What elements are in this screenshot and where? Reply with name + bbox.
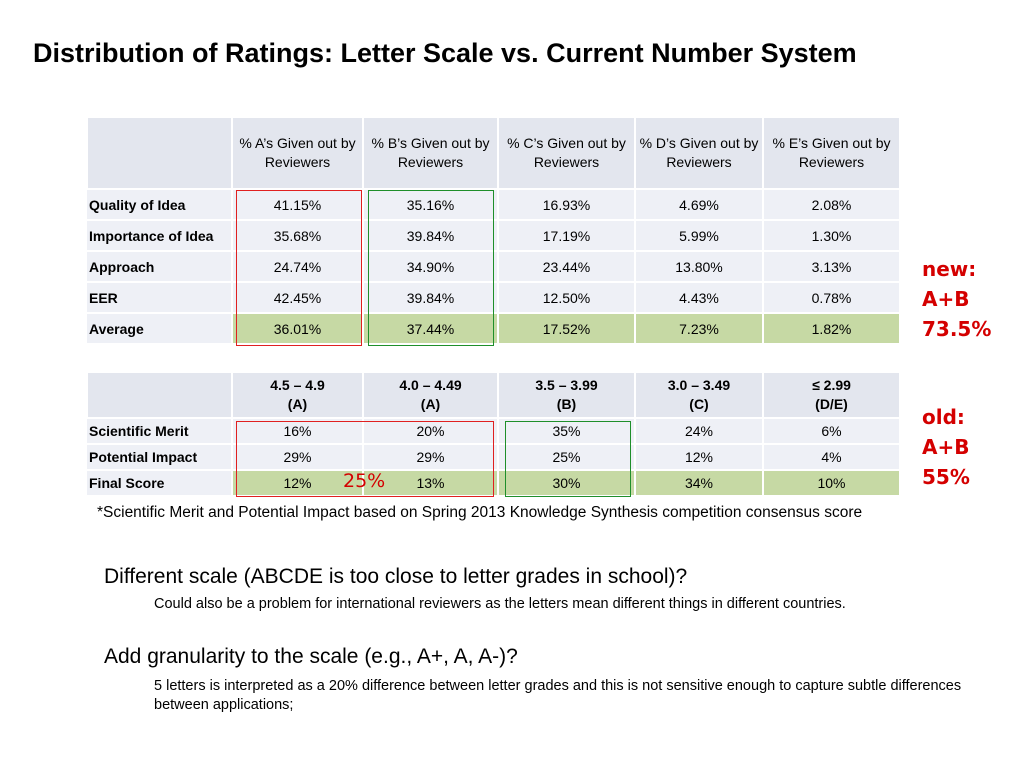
bullet-subpoint: 5 letters is interpreted as a 20% difference between letter grades and this is not sensitive enough to capture subtle differences between applications; <box>154 678 962 713</box>
table-cell: 34% <box>635 470 763 496</box>
table-cell: 4% <box>763 444 899 470</box>
old-label: old: <box>922 405 965 429</box>
new-value: 73.5% <box>922 317 992 341</box>
letter-table-corner-cell <box>87 118 232 189</box>
number-table-header-row <box>87 373 899 418</box>
row-label: EER <box>87 282 232 313</box>
table-cell: 24% <box>635 418 763 444</box>
table-cell: 13.80% <box>635 251 763 282</box>
table-cell: 2.08% <box>763 189 899 220</box>
grade-label: (B) <box>556 396 577 412</box>
new-grades: A+B <box>922 287 970 311</box>
new-label: new: <box>922 257 977 281</box>
table-cell: 25% <box>498 444 635 470</box>
table-cell: 35% <box>498 418 635 444</box>
score-range: 4.0 – 4.49 <box>399 377 462 393</box>
table-cell: 17.52% <box>498 313 635 344</box>
old-total-note <box>922 402 970 492</box>
row-label: Scientific Merit <box>87 418 232 444</box>
score-range: 4.5 – 4.9 <box>270 377 325 393</box>
score-range: 3.5 – 3.99 <box>535 377 598 393</box>
table-cell: 3.13% <box>763 251 899 282</box>
table-cell: 6% <box>763 418 899 444</box>
letter-header-b: % B’s Given out by Reviewers <box>363 118 498 189</box>
letter-table-header-row <box>87 118 899 189</box>
table-cell: 13% <box>363 470 498 496</box>
table-cell: 4.69% <box>635 189 763 220</box>
table-cell: 7.23% <box>635 313 763 344</box>
bullet-point: Add granularity to the scale (e.g., A+, A, A-)? <box>104 645 518 668</box>
table-cell: 37.44% <box>363 313 498 344</box>
row-label: Importance of Idea <box>87 220 232 251</box>
grade-label: (A) <box>287 396 308 412</box>
table-cell: 1.82% <box>763 313 899 344</box>
slide-title: Distribution of Ratings: Letter Scale vs. Current Number System <box>33 38 857 68</box>
table-cell: 23.44% <box>498 251 635 282</box>
score-range: ≤ 2.99 <box>812 377 851 393</box>
row-label: Approach <box>87 251 232 282</box>
table-cell: 10% <box>763 470 899 496</box>
table-cell: 16% <box>232 418 363 444</box>
letter-header-a: % A’s Given out by Reviewers <box>232 118 363 189</box>
table-cell: 12% <box>635 444 763 470</box>
letter-header-d: % D’s Given out by Reviewers <box>635 118 763 189</box>
highlight-box-a-column <box>236 190 362 346</box>
grade-label: (A) <box>420 396 441 412</box>
bullet-subpoint: Could also be a problem for international reviewers as the letters mean different things in different countries. <box>154 596 846 612</box>
table-cell: 35.16% <box>363 189 498 220</box>
number-header-cell <box>763 373 899 418</box>
row-label: Final Score <box>87 470 232 496</box>
table-cell: 29% <box>232 444 363 470</box>
table-cell: 5.99% <box>635 220 763 251</box>
letter-header-c: % C’s Given out by Reviewers <box>498 118 635 189</box>
number-header-cell <box>232 373 363 418</box>
score-range: 3.0 – 3.49 <box>667 377 731 393</box>
new-total-note <box>922 254 991 344</box>
table-cell: 29% <box>363 444 498 470</box>
old-value: 55% <box>922 465 970 489</box>
letter-header-e: % E’s Given out by Reviewers <box>763 118 899 189</box>
table-cell: 42.45% <box>232 282 363 313</box>
highlight-box-b-range <box>505 421 631 497</box>
table-cell: 0.78% <box>763 282 899 313</box>
row-label: Average <box>87 313 232 344</box>
table-cell: 35.68% <box>232 220 363 251</box>
number-header-cell <box>635 373 763 418</box>
number-header-cell <box>498 373 635 418</box>
highlight-box-b-column <box>368 190 494 346</box>
row-label: Potential Impact <box>87 444 232 470</box>
table-cell: 41.15% <box>232 189 363 220</box>
number-table-corner-cell <box>87 373 232 418</box>
table-cell: 4.43% <box>635 282 763 313</box>
grade-label: (C) <box>689 396 709 412</box>
table-cell: 39.84% <box>363 282 498 313</box>
number-header-cell <box>363 373 498 418</box>
table-cell: 36.01% <box>232 313 363 344</box>
table-cell: 30% <box>498 470 635 496</box>
row-label: Quality of Idea <box>87 189 232 220</box>
grade-label: (D/E) <box>815 396 848 412</box>
table-cell: 1.30% <box>763 220 899 251</box>
old-grades: A+B <box>922 435 970 459</box>
percent-annotation: 25% <box>343 470 386 492</box>
table-cell: 39.84% <box>363 220 498 251</box>
table-cell: 20% <box>363 418 498 444</box>
table-cell: 16.93% <box>498 189 635 220</box>
footnote: *Scientific Merit and Potential Impact based on Spring 2013 Knowledge Synthesis competition consensus score <box>97 504 863 521</box>
table-cell: 12% <box>232 470 363 496</box>
table-cell: 24.74% <box>232 251 363 282</box>
table-cell: 34.90% <box>363 251 498 282</box>
table-cell: 12.50% <box>498 282 635 313</box>
table-cell: 17.19% <box>498 220 635 251</box>
bullet-point: Different scale (ABCDE is too close to letter grades in school)? <box>104 565 688 588</box>
